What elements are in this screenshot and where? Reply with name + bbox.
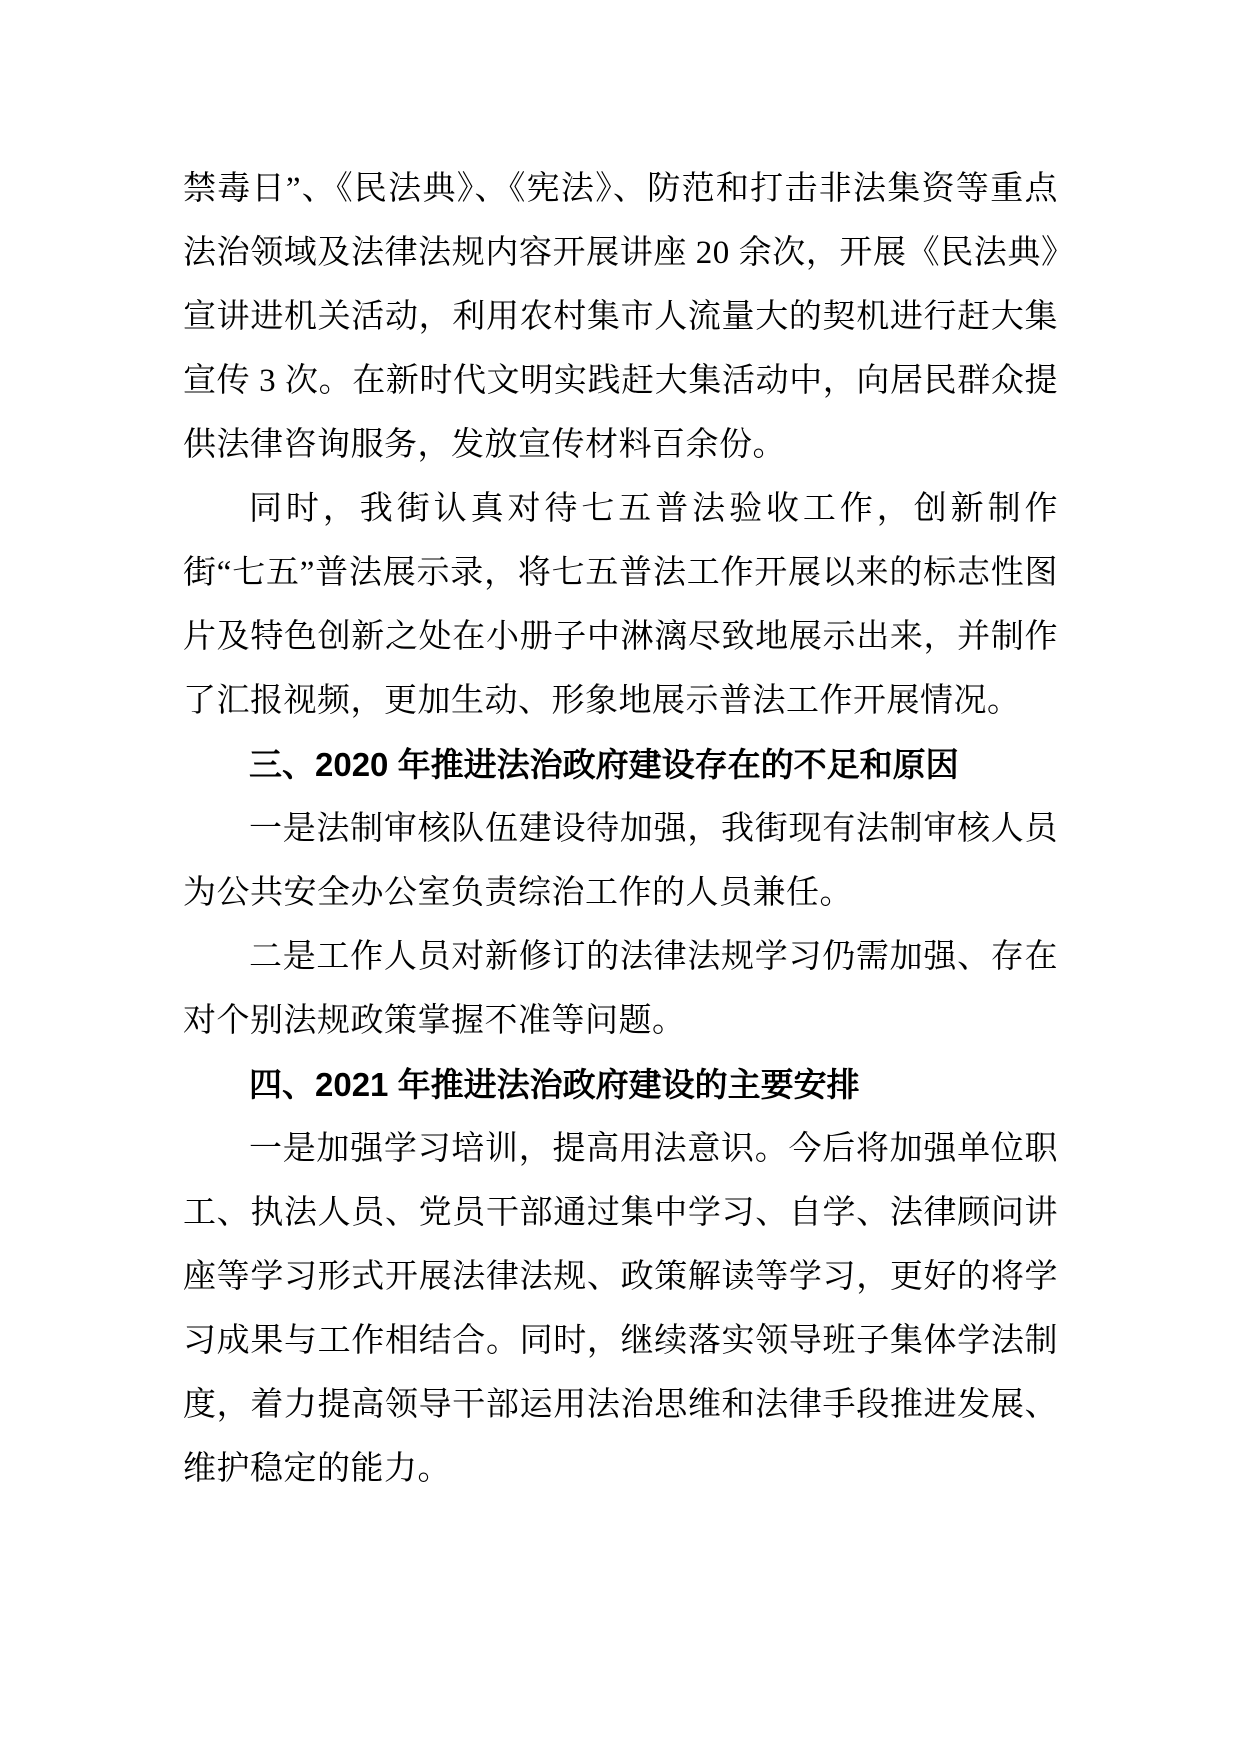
paragraph-shortcoming-2: 二是工作人员对新修订的法律法规学习仍需加强、存在对个别法规政策掌握不准等问题。 [183,939,1058,1039]
section-heading-3-shortcomings-2020: 三、2020 年推进法治政府建设存在的不足和原因 [249,746,959,783]
document-content [183,157,1058,1501]
section-heading-4-plans-2021: 四、2021 年推进法治政府建设的主要安排 [249,1066,860,1103]
paragraph-continued-from-previous-page: 禁毒日”、《民法典》、《宪法》、防范和打击非法集资等重点法治领域及法律法规内容开展讲座 20 余次，开展《民法典》宣讲进机关活动，利用农村集市人流量大的契机进行赶大集宣传 3 次。在新时代文明实践赶大集活动中，向居民群众提供法律咨询服务，发放宣传材料百余份。 [183,171,1059,463]
paragraph-plan-1: 一是加强学习培训，提高用法意识。今后将加强单位职工、执法人员、党员干部通过集中学习、自学、法律顾问讲座等学习形式开展法律法规、政策解读等学习，更好的将学习成果与工作相结合。同时，继续落实领导班子集体学法制度，着力提高领导干部运用法治思维和法律手段推进发展、维护稳定的能力。 [183,1131,1058,1487]
paragraph-shortcoming-1: 一是法制审核队伍建设待加强，我街现有法制审核人员为公共安全办公室负责综治工作的人员兼任。 [183,811,1058,911]
paragraph-qiwu-pufa-summary: 同时，我街认真对待七五普法验收工作，创新制作街“七五”普法展示录，将七五普法工作开展以来的标志性图片及特色创新之处在小册子中淋漓尽致地展示出来，并制作了汇报视频，更加生动、形象地展示普法工作开展情况。 [183,491,1058,719]
